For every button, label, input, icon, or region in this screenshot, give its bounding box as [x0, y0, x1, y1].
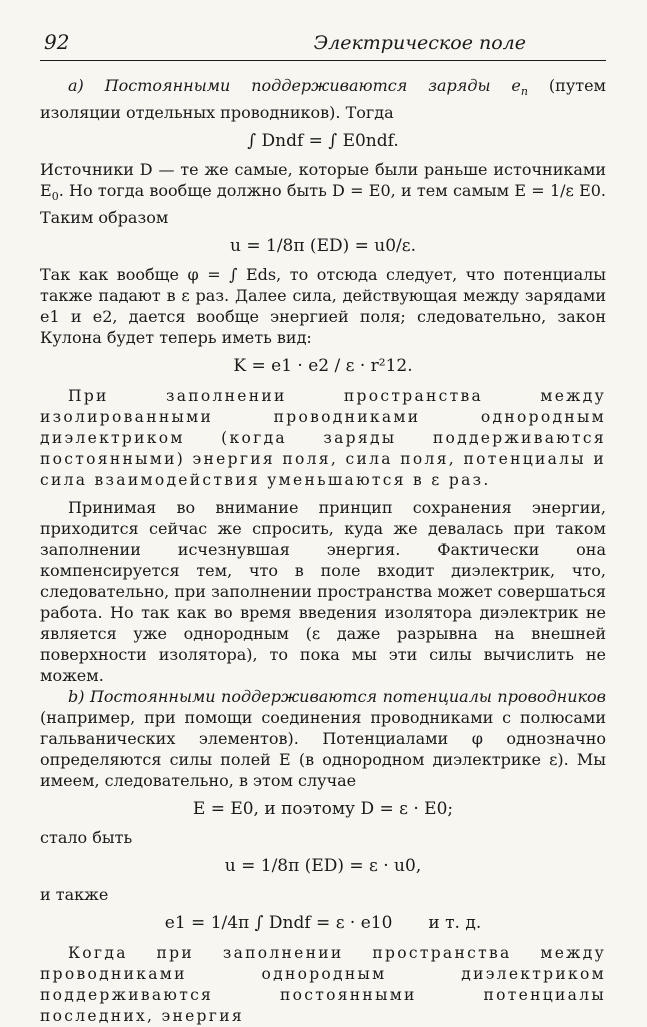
- equation-flux-equality-text: ∫ Dndf = ∫ E0ndf.: [247, 131, 399, 152]
- paragraph-case-a: [40, 75, 606, 123]
- equation-energy-b: [40, 852, 606, 880]
- sources-line-1: Источники D — те же самые, которые были раньше источниками E: [40, 160, 606, 201]
- equation-energy: [40, 232, 606, 260]
- paragraph-energy-conservation: Принимая во внимание принцип сохранения энергии, приходится сейчас же спросить, куда же девалась при таком заполнении исчезнувшая энергия. Фактически она компенсируется тем, что в поле входит диэлектрик, что, следовательно, при заполнении пространства может совершаться работа. Но так как во время введения изолятора диэлектрик не является уже однородным (ε даже разрывна на внешней поверхности изолятора), то пока мы эти силы вычислить не можем.: [40, 498, 606, 686]
- equation-charge-text: e1 = 1/4π ∫ Dndf = ε · e10: [164, 913, 393, 934]
- paragraph-case-b: [40, 686, 606, 791]
- equation-energy-b-text: u = 1/8π (ED) = ε · u0,: [224, 856, 422, 877]
- equation-charge: [40, 909, 606, 937]
- paragraph-final-spaced: Когда при заполнении пространства между проводниками однородным диэлектриком поддерживаются постоянными потенциалы последних, энергия: [40, 944, 606, 1026]
- case-a-rest: (путем изоляции отдельных проводников). Тогда: [40, 76, 606, 123]
- running-title: Электрическое поле: [313, 32, 526, 54]
- sources-line-2: Но тогда вообще должно быть D = E0, и тем самым E = 1/ε E0. Таким: [40, 181, 607, 228]
- paragraph-sources: Источники D — те же самые, которые были раньше источниками $E_0$. Но тогда вообще должно быть D = E0, и тем самым E = 1/ε E0. Таким образом: [40, 160, 607, 228]
- book-page: [40, 30, 606, 1027]
- paragraph-also: и также: [40, 885, 109, 905]
- equation-field-equality-text: E = E0, и поэтому D = ε · E0;: [192, 799, 454, 820]
- equation-energy-text: u = 1/8π (ED) = u0/ε.: [230, 236, 416, 257]
- case-a-sub: n: [520, 85, 528, 99]
- paragraph-thus: стало быть: [40, 828, 133, 848]
- paragraph-potentials: Так как вообще φ = ∫ Eds, то отсюда следует, что потенциалы также падают в ε раз. Далее сила, действующая между зарядами e1 и e2, дается вообще энергией поля; следовательно, закон Кулона будет теперь иметь вид:: [40, 265, 606, 348]
- paragraph-summary-spaced: При заполнении пространства между изолированными проводниками однородным диэлектриком (когда заряды поддерживаются постоянными) энергия поля, сила поля, потенциалы и сила взаимодействия уменьшаются в ε раз.: [40, 387, 606, 490]
- sources-line-3: образом: [98, 208, 169, 228]
- case-b-rest: (например, при помощи соединения проводниками с полюсами гальванических элементов). Потенциалами φ однозначно определяются силы полей E (в однородном диэлектрике ε). Мы имеем, следовательно, в этом случае: [40, 708, 606, 791]
- equation-coulomb: [40, 352, 606, 380]
- page-number: 92: [44, 30, 70, 54]
- page-header: [40, 30, 606, 61]
- equation-charge-tail: и т. д.: [428, 913, 482, 934]
- equation-field-equality: [40, 795, 606, 823]
- equation-coulomb-text: K = e1 · e2 / ε · r²12.: [233, 356, 413, 377]
- case-b-label: b) Постоянными поддерживаются потенциалы проводников: [68, 687, 606, 707]
- case-a-label: a) Постоянными поддерживаются заряды e: [68, 76, 521, 95]
- sources-line-1-sub: 0: [51, 190, 59, 204]
- equation-flux-equality: [40, 127, 606, 155]
